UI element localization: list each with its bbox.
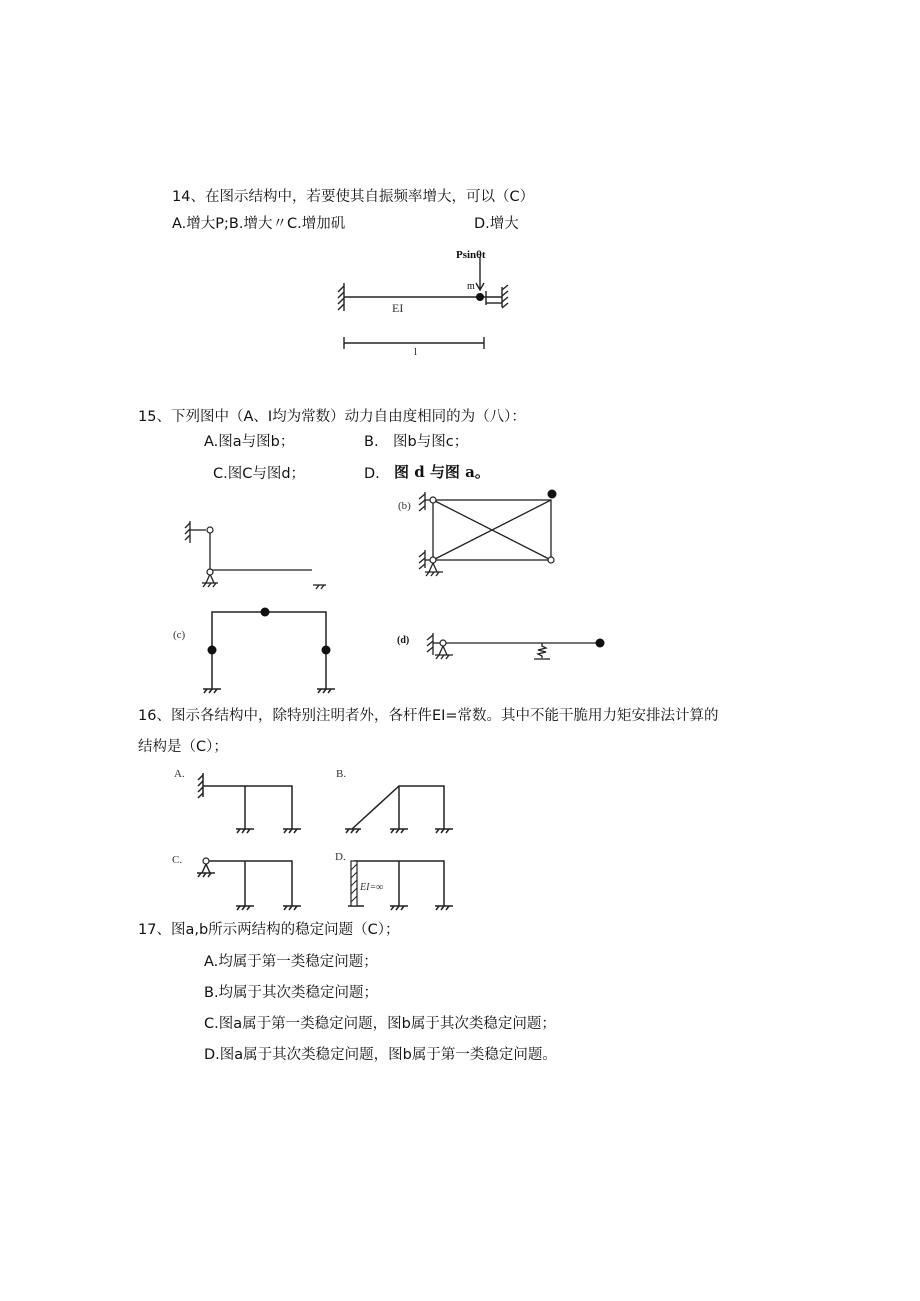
q16-figure-b [332, 765, 472, 840]
q14-ei-label: EI [392, 301, 404, 315]
q17-option-c: C.图a属于第一类稳定问题，图b属于其次类稳定问题； [204, 1016, 556, 1032]
q17-option-d: D.图a属于其次类稳定问题，图b属于第一类稳定问题。 [204, 1047, 557, 1063]
q16-fig-d-label: D. [335, 851, 346, 863]
q14-length-label: l [414, 346, 418, 358]
q16-question-line1: 16、图示各结构中，除特别注明者外，各杆件EI=常数。其中不能干脆用力矩安排法计算的 [138, 708, 719, 724]
q15-option-b: B. 图b与图c； [364, 434, 469, 450]
q15-fig-d-label: (d) [397, 635, 410, 646]
q14-mass-label: m [467, 281, 475, 292]
q16-fig-a-label: A. [174, 768, 185, 780]
q15-figure-d [395, 625, 615, 670]
q16-figure-c [170, 848, 310, 918]
q14-options: A.增大P;B.增大〃C.增加矶 [172, 216, 346, 232]
q15-figure-c [170, 603, 350, 703]
q16-figure-a [170, 765, 310, 840]
q16-figure-d [332, 848, 472, 918]
q16-fig-c-label: C. [172, 854, 183, 866]
q17-option-b: B.均属于其次类稳定问题； [204, 985, 379, 1001]
q17-option-a: A.均属于第一类稳定问题； [204, 954, 378, 970]
q15-figure-a [180, 515, 340, 595]
q14-option-d: D.增大 [474, 216, 519, 232]
mass-node [476, 293, 484, 301]
q15-option-c: C.图C与图d； [213, 466, 306, 482]
q14-figure [330, 245, 520, 365]
q17-question: 17、图a,b所示两结构的稳定问题（C）； [138, 922, 400, 938]
q16-fig-b-label: B. [336, 768, 347, 780]
q15-option-d-prefix: D. [364, 466, 380, 482]
q15-fig-b-label: (b) [398, 500, 411, 512]
q15-fig-c-label: (c) [173, 629, 186, 641]
q15-question: 15、下列图中（A、I均为常数）动力自由度相同的为（八）： [138, 409, 526, 425]
q15-figure-b [395, 486, 575, 586]
q15-option-a: A.图a与图b； [204, 434, 295, 450]
q16-question-line2: 结构是（C）； [138, 739, 228, 755]
q15-option-d-text: 图 d 与图 a。 [394, 463, 490, 481]
q16-fig-d-note: EI=∞ [360, 882, 384, 893]
q14-load-label: Psinθt [456, 249, 486, 261]
q14-question: 14、在图示结构中，若要使其自振频率增大，可以（C） [172, 189, 535, 205]
